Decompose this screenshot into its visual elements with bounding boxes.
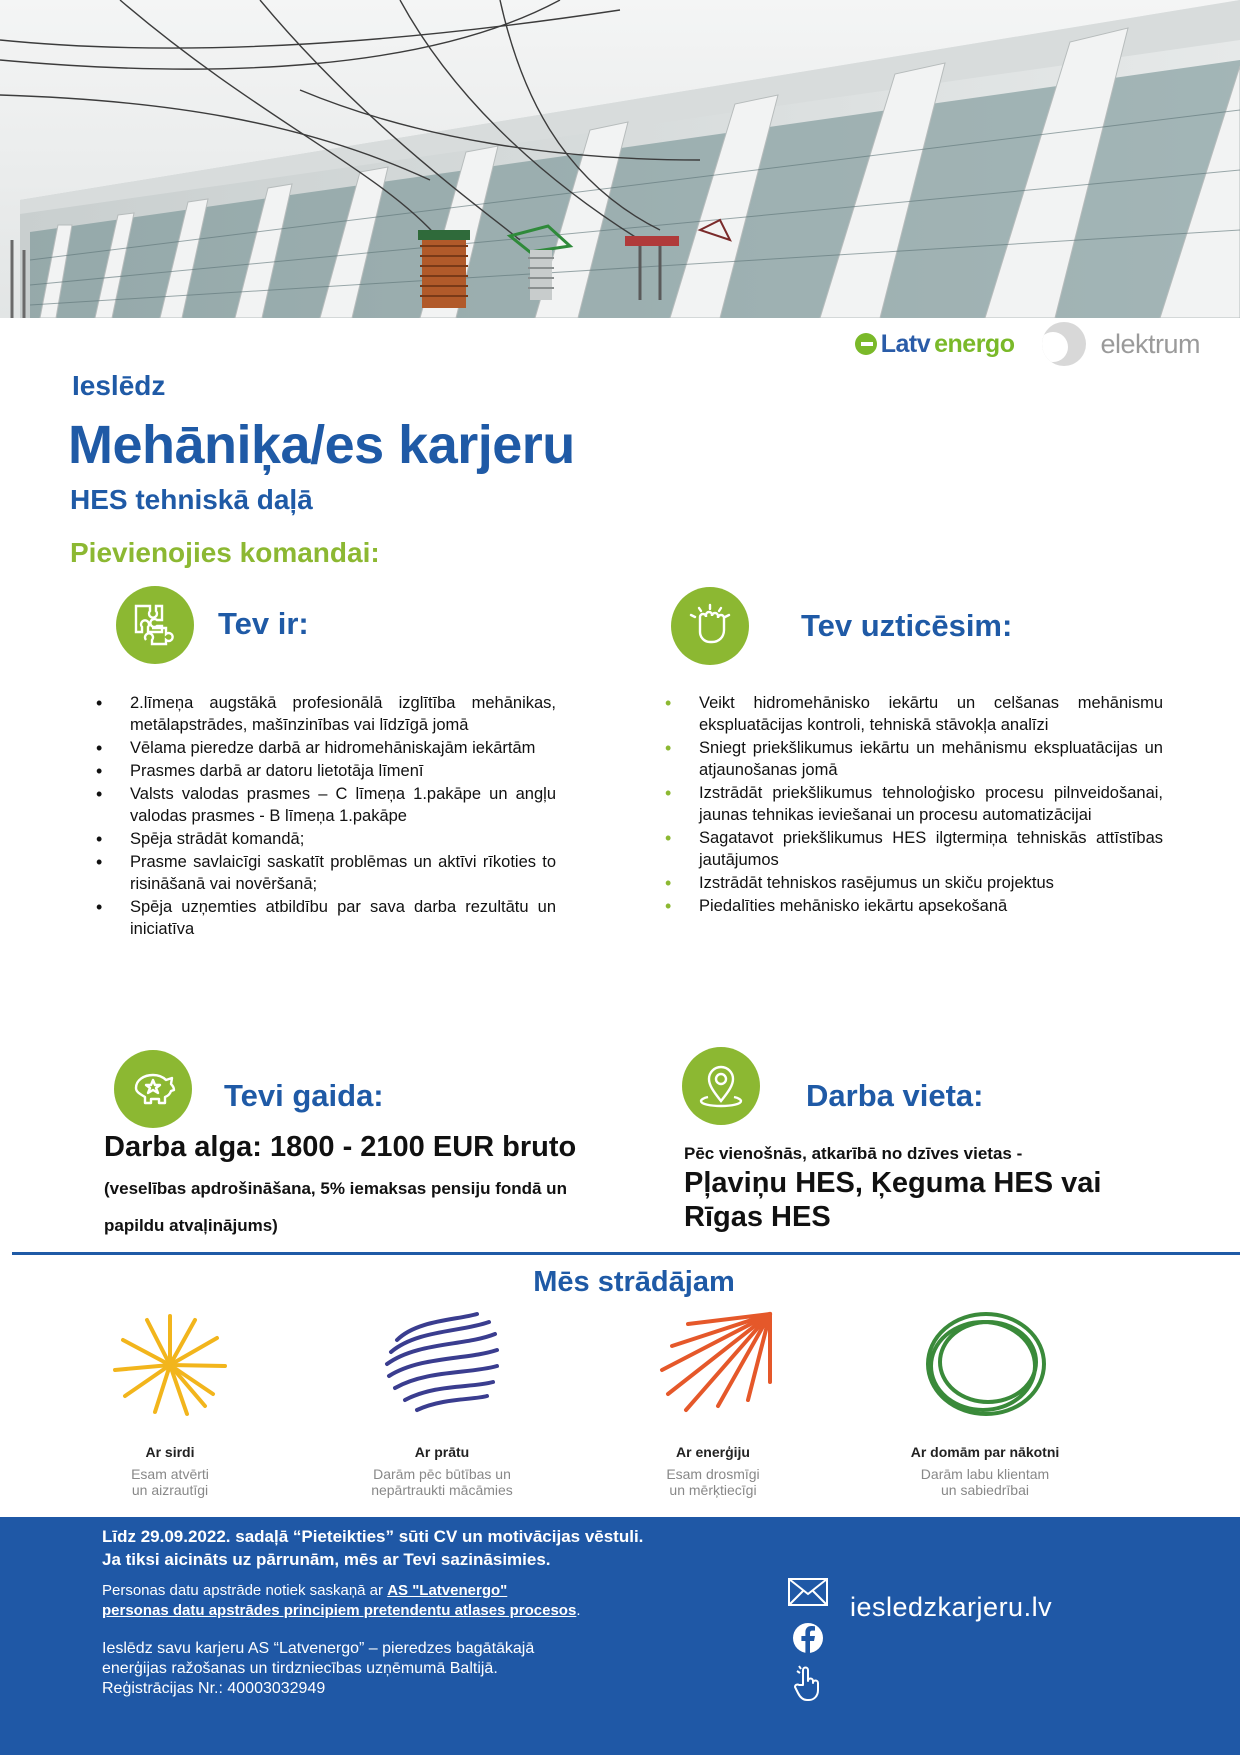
map-pin-icon [682, 1047, 760, 1125]
eyebrow: Ieslēdz [72, 370, 166, 401]
privacy-notice [102, 1581, 581, 1621]
list-item: • Sniegt priekšlikumus iekārtu un mehānismu ekspluatācijas un atjaunošanas jomā [663, 737, 1163, 781]
list-item: • Spēja uzņemties atbildību par sava darba rezultātu un iniciatīva [94, 896, 556, 940]
sun-burst-icon [105, 1310, 235, 1420]
latvenergo-mark-icon [855, 333, 877, 355]
privacy-text: Personas datu apstrāde notiek saskaņā ar [102, 1582, 388, 1599]
latvenergo-logo-text-a: Latv [880, 329, 931, 358]
raised-fist-icon [671, 587, 749, 665]
location-places: Pļaviņu HES, Ķeguma HES vai Rīgas HES [684, 1167, 1102, 1233]
list-item: • Izstrādāt tehniskos rasējumus un skiču projektus [663, 872, 1163, 894]
brand-logos [855, 322, 1200, 366]
about-line-2: enerģijas ražošanas un tirdzniecības uzņēmumā Baltijā. [102, 1660, 498, 1677]
list-item: • Spēja strādāt komandā; [94, 828, 556, 850]
insulator-stack [418, 230, 470, 308]
footer-cta [102, 1525, 643, 1571]
value-desc-1: Esam drosmīgi [666, 1466, 760, 1482]
value-desc-2: nepārtraukti mācāmies [371, 1482, 513, 1498]
value-energy [593, 1310, 833, 1498]
location-heading: Darba vieta: [806, 1078, 984, 1113]
elektrum-logo [1042, 322, 1200, 366]
privacy-link-company[interactable]: AS "Latvenergo" [387, 1582, 508, 1599]
envelope-icon[interactable] [786, 1569, 830, 1615]
awaits-heading: Tevi gaida: [224, 1078, 384, 1113]
privacy-suffix: . [576, 1602, 581, 1619]
latvenergo-logo-text-b: energo [934, 329, 1015, 358]
value-title: Ar domām par nākotni [910, 1444, 1060, 1460]
values-heading: Mēs strādājam [533, 1266, 735, 1298]
pointing-hand-icon[interactable] [786, 1661, 830, 1707]
footer-followup: Ja tiksi aicināts uz pārrunām, mēs ar Tevi sazināsimies. [102, 1550, 551, 1569]
list-item: • Sagatavot priekšlikumus HES ilgtermiņa tehniskās attīstības jautājumos [663, 827, 1163, 871]
we-trust-heading: Tev uzticēsim: [801, 608, 1013, 643]
wave-lines-icon [377, 1310, 507, 1420]
list-item: • 2.līmeņa augstākā profesionālā izglītība mehānikas, metālapstrādes, mašīnzinības vai līdzīgā jomā [94, 692, 556, 736]
you-have-heading: Tev ir: [218, 606, 309, 641]
hydro-station-photo [0, 0, 1240, 318]
list-item: • Prasme savlaicīgi saskatīt problēmas un aktīvi rīkoties to risināšanā vai novēršanā; [94, 851, 556, 895]
value-title: Ar sirdi [145, 1444, 195, 1460]
list-item: • Vēlama pieredze darbā ar hidromehāniskajām iekārtām [94, 737, 556, 759]
website-link[interactable]: iesledzkarjeru.lv [850, 1592, 1053, 1622]
registration-number: Reģistrācijas Nr.: 40003032949 [102, 1680, 326, 1697]
value-future [865, 1310, 1105, 1498]
value-desc-2: un mērķtiecīgi [669, 1482, 757, 1498]
value-desc-1: Darām pēc būtības un [373, 1466, 511, 1482]
value-mind [322, 1310, 562, 1498]
location-intro: Pēc vienošnās, atkarībā no dzīves vietas - [684, 1144, 1023, 1163]
you-have-list [94, 692, 556, 941]
puzzle-icon [116, 586, 194, 664]
list-item: • Piedalīties mehānisko iekārtu apsekošanā [663, 895, 1163, 917]
footer-deadline: Līdz 29.09.2022. sadaļā “Pieteikties” sūti CV un motivācijas vēstuli. [102, 1527, 644, 1546]
salary: Darba alga: 1800 - 2100 EUR bruto [104, 1131, 577, 1163]
privacy-link-principles[interactable]: personas datu apstrādes principiem pretendentu atlases procesos [102, 1602, 577, 1619]
list-item: • Valsts valodas prasmes – C līmeņa 1.pakāpe un angļu valodas prasmes - B līmeņa 1.pakāpe [94, 783, 556, 827]
value-desc-2: un sabiedrībai [941, 1482, 1029, 1498]
list-item: • Veikt hidromehānisko iekārtu un celšanas mehānismu ekspluatācijas kontroli, tehniskā stāvokļa analīzi [663, 692, 1163, 736]
piggy-bank-icon [114, 1050, 192, 1128]
value-desc-1: Darām labu klientam [920, 1466, 1050, 1482]
rings-icon [920, 1310, 1050, 1420]
list-item: • Prasmes darbā ar datoru lietotāja līmenī [94, 760, 556, 782]
value-title: Ar enerģiju [676, 1444, 750, 1460]
page-title: Mehāniķa/es karjeru [68, 415, 575, 475]
facebook-icon[interactable] [786, 1615, 830, 1661]
value-desc-1: Esam atvērti [131, 1466, 209, 1482]
energy-rays-icon [648, 1310, 778, 1420]
value-desc-2: un aizrautīgi [131, 1482, 209, 1498]
value-heart [50, 1310, 290, 1498]
list-item: • Izstrādāt priekšlikumus tehnoloģisko procesu pilnveidošanai, jaunas tehnikas ieviešanai un procesu automatizācijai [663, 782, 1163, 826]
latvenergo-logo [855, 330, 1015, 359]
join-heading: Pievienojies komandai: [70, 537, 380, 568]
page-subtitle: HES tehniskā daļā [70, 484, 313, 515]
elektrum-logo-text: elektrum [1100, 328, 1200, 359]
about-line-1: Ieslēdz savu karjeru AS “Latvenergo” – pieredzes bagātākajā [102, 1640, 535, 1657]
footer [0, 1517, 1240, 1755]
company-about [102, 1639, 534, 1699]
section-divider [12, 1252, 1240, 1255]
value-title: Ar prātu [414, 1444, 470, 1460]
header-photo [0, 0, 1240, 318]
salary-note: (veselības apdrošināšana, 5% iemaksas pensiju fondā un papildu atvaļinājums) [104, 1179, 567, 1235]
we-trust-list [663, 692, 1163, 918]
contact-icons [786, 1569, 830, 1707]
elektrum-mark-icon [1042, 322, 1086, 366]
